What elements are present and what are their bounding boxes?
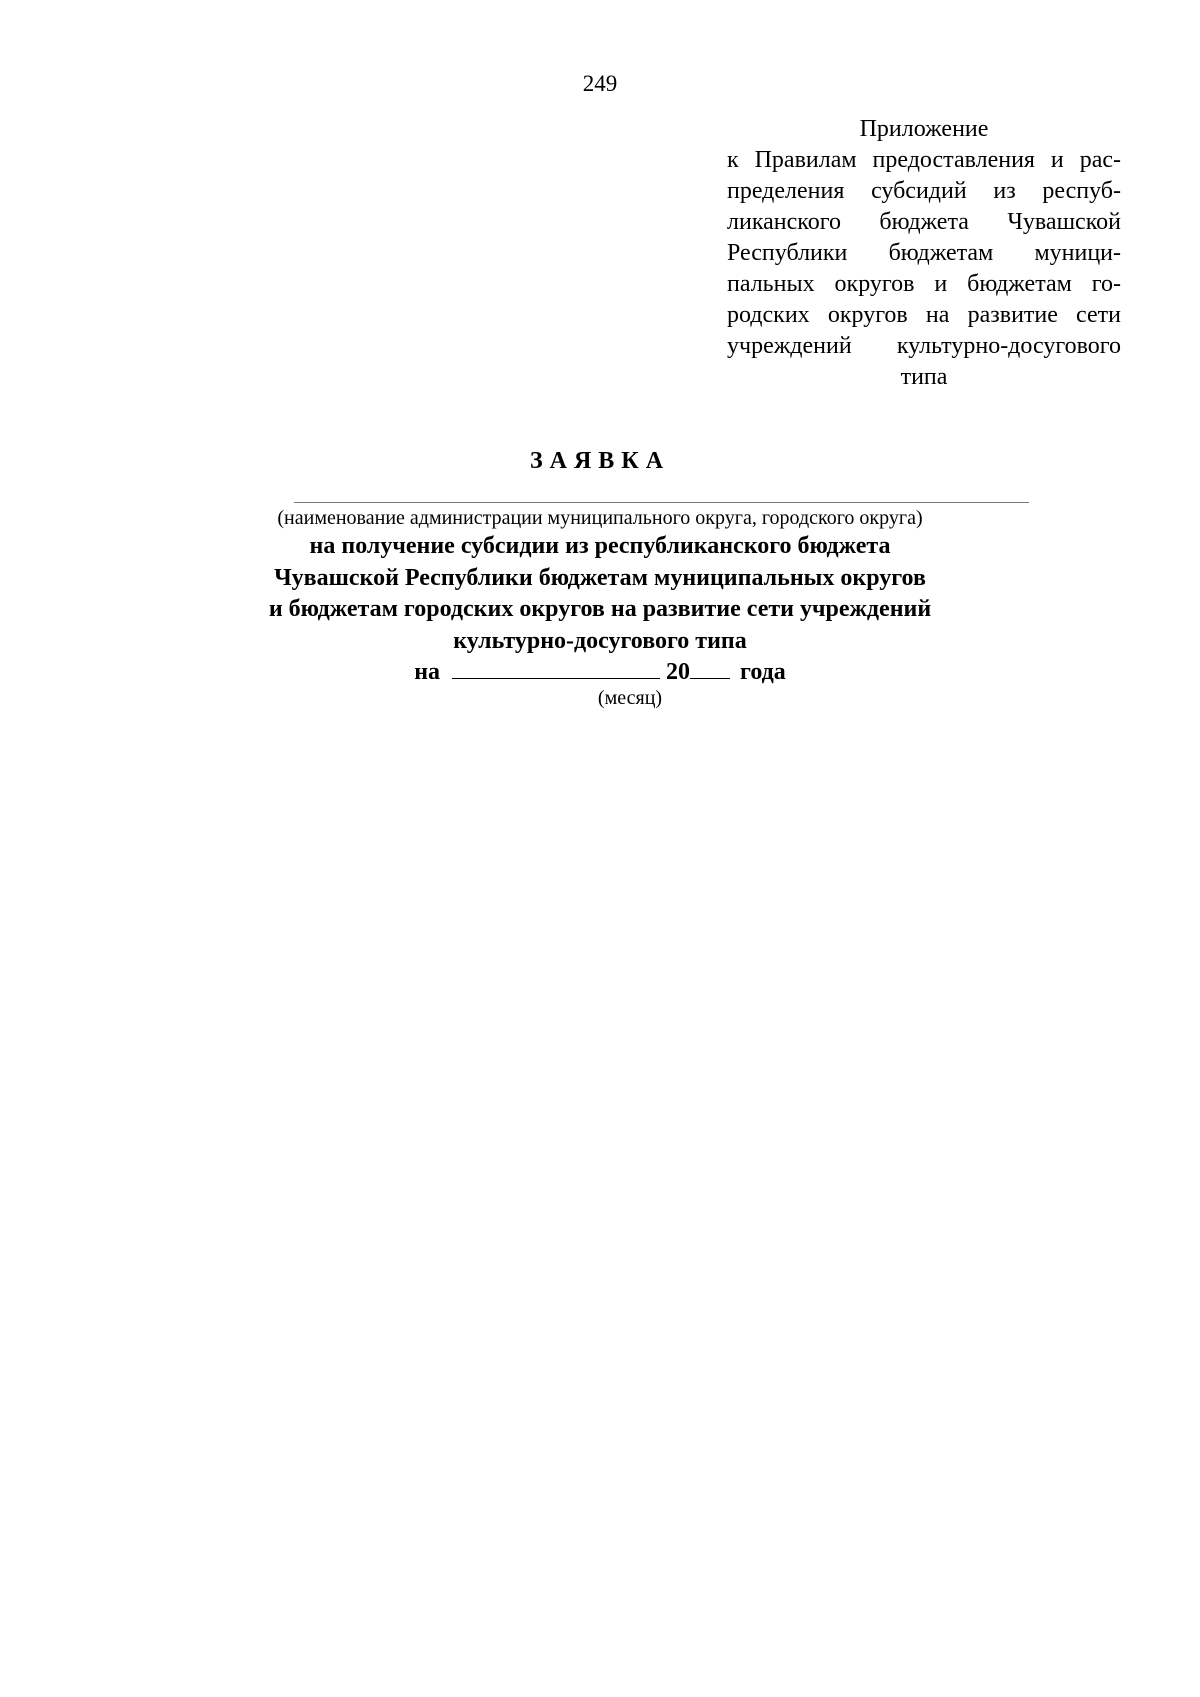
year-prefix: 20	[666, 659, 691, 685]
appendix-line: Республики бюджетам муници-	[727, 240, 1121, 266]
subject-line: на получение субсидии из республиканского бюджета	[309, 533, 891, 559]
document-subject	[0, 531, 1200, 657]
administration-name-field[interactable]	[294, 502, 1029, 503]
appendix-line: пальных округов и бюджетам го-	[727, 271, 1121, 297]
appendix-last-line: типа	[900, 364, 948, 390]
administration-name-caption: (наименование администрации муниципального округа, городского округа)	[277, 507, 923, 529]
page-number: 249	[582, 71, 618, 96]
date-prefix: на	[414, 659, 441, 685]
date-line	[0, 656, 1200, 687]
month-caption: (месяц)	[597, 687, 663, 709]
subject-line: культурно-досугового типа	[453, 627, 747, 654]
appendix-line: пределения субсидий из респуб-	[727, 178, 1121, 204]
month-blank-field[interactable]	[452, 656, 660, 679]
year-blank-field[interactable]	[690, 656, 730, 679]
appendix-title: Приложение	[859, 116, 989, 142]
subject-line: и бюджетам городских округов на развитие сети учреждений	[268, 596, 932, 622]
appendix-line: ликанского бюджета Чувашской	[727, 209, 1121, 235]
appendix-line: учреждений культурно-досугового	[727, 333, 1121, 359]
appendix-line: родских округов на развитие сети	[727, 302, 1121, 328]
document-title: ЗАЯВКА	[529, 448, 671, 474]
appendix-line: к Правилам предоставления и рас-	[727, 147, 1121, 173]
subject-line: Чувашской Республики бюджетам муниципальных округов	[274, 564, 926, 591]
appendix-header	[727, 114, 1121, 393]
date-suffix: года	[740, 659, 786, 685]
